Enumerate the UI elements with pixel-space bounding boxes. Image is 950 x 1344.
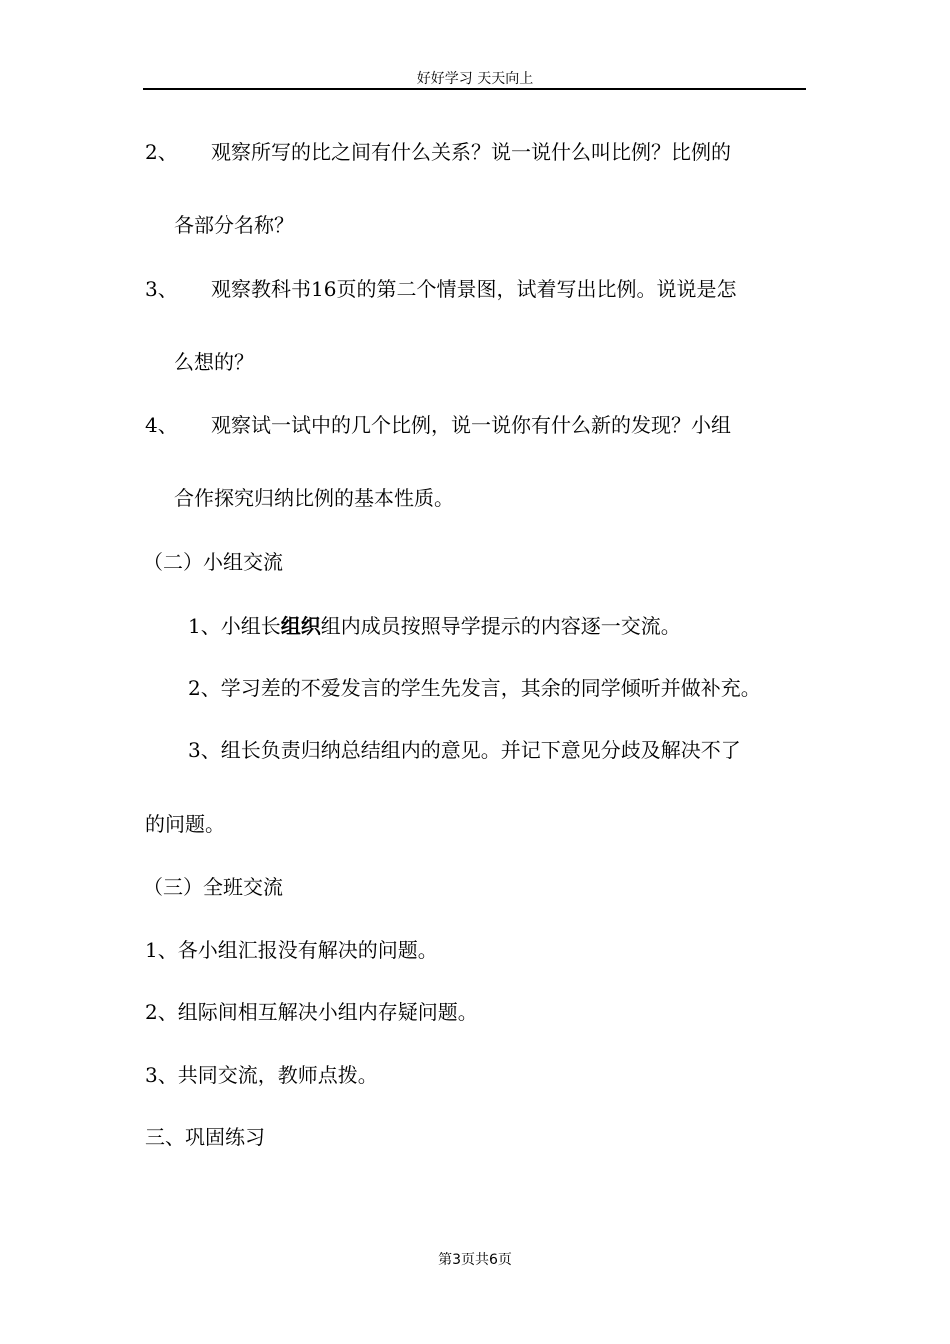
- section-2-p3-line2: 的问题。: [145, 812, 225, 836]
- item-number: 3、: [145, 277, 178, 301]
- section-2-title: （二）小组交流: [143, 550, 283, 574]
- item-2-line2: 各部分名称？: [174, 213, 294, 237]
- section-3-item-2: 2、组际间相互解决小组内存疑问题。: [145, 1000, 478, 1024]
- item-number: 4、: [145, 413, 178, 437]
- section-4-title: 三、巩固练习: [145, 1125, 265, 1149]
- p1-post: 组内成员按照导学提示的内容逐一交流。: [320, 614, 681, 638]
- page-header: 好好学习 天天向上: [416, 71, 534, 87]
- p1-bold: 组织: [280, 614, 321, 638]
- section-3-item-1: 1、各小组汇报没有解决的问题。: [145, 938, 438, 962]
- item-3-line2: 么想的？: [174, 350, 254, 374]
- header-rule: [143, 88, 806, 90]
- item-number: 2、: [145, 140, 178, 164]
- item-4-line1: [145, 412, 731, 438]
- page-footer: 第3页共6页: [438, 1252, 512, 1268]
- item-text: 观察试一试中的几个比例，说一说你有什么新的发现？小组: [211, 413, 731, 437]
- item-text: 观察教科书16页的第二个情景图，试着写出比例。说说是怎: [211, 277, 737, 301]
- section-3-title: （三）全班交流: [143, 875, 283, 899]
- item-text: 观察所写的比之间有什么关系？说一说什么叫比例？比例的: [211, 140, 731, 164]
- item-3-line1: [145, 276, 736, 302]
- section-2-p1: [188, 613, 681, 639]
- item-2-line1: [145, 139, 731, 165]
- item-4-line2: 合作探究归纳比例的基本性质。: [174, 486, 454, 510]
- section-3-item-3: 3、共同交流，教师点拨。: [145, 1063, 378, 1087]
- section-2-p3-line1: 3、组长负责归纳总结组内的意见。并记下意见分歧及解决不了: [188, 738, 741, 762]
- p1-pre: 1、小组长: [188, 614, 281, 638]
- section-2-p2: 2、学习差的不爱发言的学生先发言，其余的同学倾听并做补充。: [188, 676, 761, 700]
